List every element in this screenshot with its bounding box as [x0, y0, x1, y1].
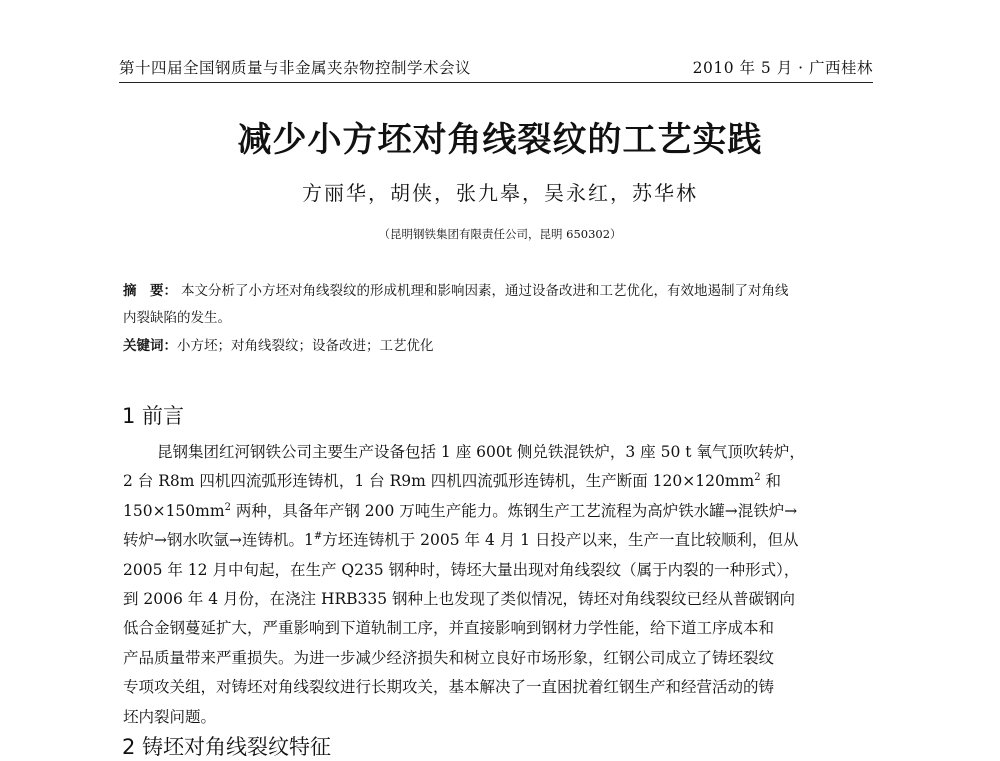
body-paragraph: [123, 438, 878, 732]
body-line: 低合金钢蔓延扩大，严重影响到下道轨制工序，并直接影响到钢材力学性能，给下道工序成本和: [123, 619, 775, 638]
body-line: 2005 年 12 月中旬起，在生产 Q235 钢种时，铸坯大量出现对角线裂纹（属于内裂的一种形式），: [123, 560, 800, 579]
section-heading-crack-features: 2 铸坯对角线裂纹特征: [122, 735, 332, 759]
conference-name: 第十四届全国钢质量与非金属夹杂物控制学术会议: [119, 59, 472, 77]
keywords-text: 小方坯；对角线裂纹；设备改进；工艺优化: [177, 338, 434, 354]
abstract-text-line1: 本文分析了小方坯对角线裂纹的形成机理和影响因素，通过设备改进和工艺优化，有效地遏制了对角线: [181, 283, 789, 299]
author-list: 方丽华，胡侠，张九皋，吴永红，苏华林: [302, 181, 698, 205]
keywords: [123, 333, 883, 360]
body-line: 产品质量带来严重损失。为进一步减少经济损失和树立良好市场形象，红钢公司成立了铸坯裂纹: [123, 648, 775, 667]
abstract-label: 摘 要：: [123, 283, 177, 299]
body-line: 专项攻关组，对铸坯对角线裂纹进行长期攻关，基本解决了一直困扰着红钢生产和经营活动的铸: [123, 678, 775, 697]
conference-date-place: 2010 年 5 月 · 广西桂林: [692, 59, 873, 77]
section-heading-introduction: 1 前言: [122, 404, 185, 428]
abstract: [123, 278, 883, 332]
abstract-text-line2: 内裂缺陷的发生。: [123, 310, 231, 326]
body-line: 转炉→钢水吹氩→连铸机。1#方坯连铸机于 2005 年 4 月 1 日投产以来，生产一直比较顺利，但从: [123, 531, 799, 550]
running-header: [119, 60, 873, 83]
body-line: 到 2006 年 4 月份，在浇注 HRB335 钢种上也发现了类似情况，铸坯对角线裂纹已经从普碳钢向: [123, 590, 796, 609]
body-line: 昆钢集团红河钢铁公司主要生产设备包括 1 座 600t 侧兑铁混铁炉，3 座 50 t 氧气顶吹转炉，: [157, 443, 805, 461]
body-line: $150\times 150mm^2$ 两种，具备年产钢 200 万吨生产能力。炼钢生产工艺流程为高炉铁水罐→混铁炉→: [123, 501, 798, 520]
body-line: 坯内裂问题。: [123, 707, 217, 726]
affiliation: （昆明钢铁集团有限责任公司，昆明 650302）: [378, 227, 622, 241]
body-line: 2 台 R8m 四机四流弧形连铸机，1 台 R9m 四机四流弧形连铸机，生产断面 $120\times 120mm^2$ 和: [123, 472, 782, 491]
paper-title: 减少小方坯对角线裂纹的工艺实践: [237, 120, 763, 160]
keywords-label: 关键词：: [123, 338, 177, 354]
